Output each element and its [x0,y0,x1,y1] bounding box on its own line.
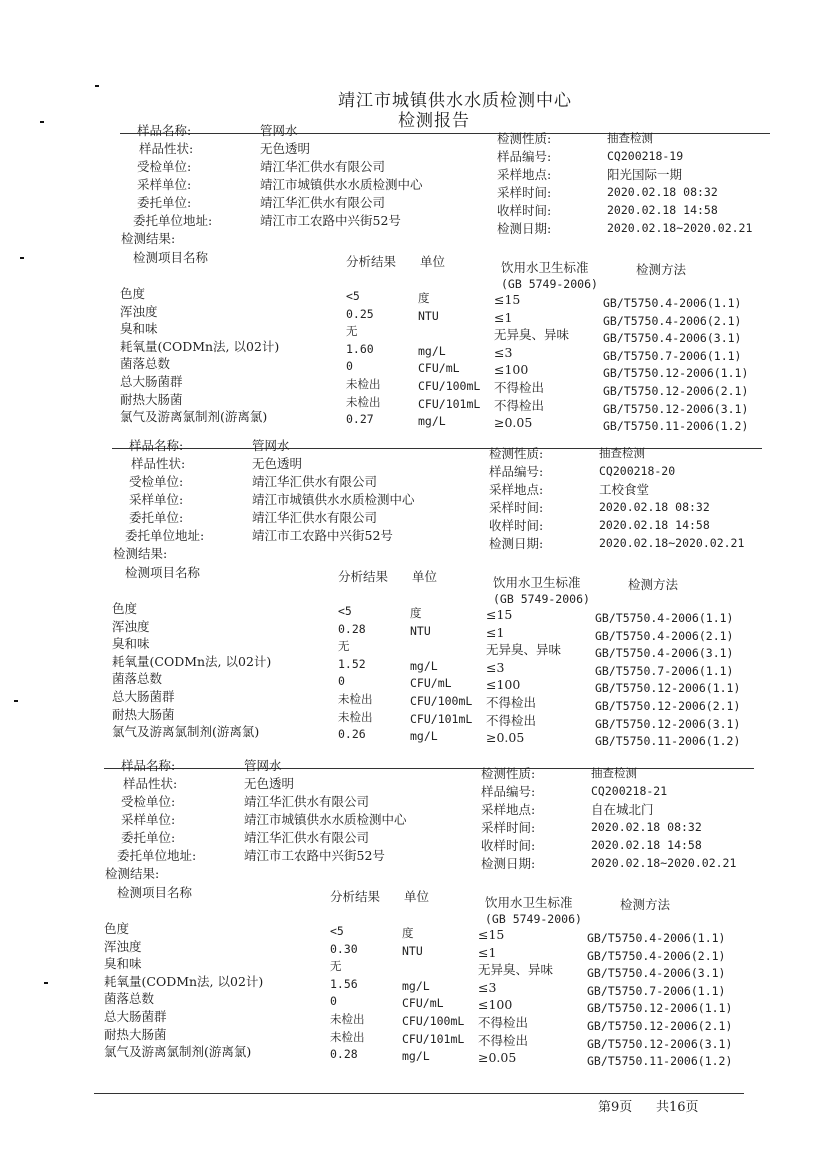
item-name: 色度 [120,286,146,301]
inspected-unit-value: 靖江华汇供水有限公司 [252,474,378,489]
item-method: GB/T5750.4-2006(3.1) [595,646,734,661]
item-method: GB/T5750.12-2006(3.1) [595,716,741,731]
item-method: GB/T5750.4-2006(2.1) [587,948,726,963]
label-sample-number: 样品编号: [481,784,536,799]
item-standard: ≤15 [494,292,521,307]
item-unit: mg/L [418,343,446,358]
sampling-unit-value: 靖江市城镇供水水质检测中心 [244,812,407,827]
column-standard: 饮用水卫生标准 [493,575,581,590]
sampling-location-value: 自在城北门 [591,802,654,817]
item-standard: 不得检出 [494,397,545,413]
sampling-location-value: 阳光国际一期 [607,167,683,182]
column-standard: 饮用水卫生标准 [501,260,589,275]
column-standard: 饮用水卫生标准 [485,895,573,910]
item-unit: NTU [402,943,423,958]
label-sample-name: 样品名称: [137,123,192,138]
item-unit: 度 [418,291,430,305]
item-result: 1.60 [346,341,374,356]
sample-name-value: 管网水 [244,758,282,773]
item-name: 耐热大肠菌 [112,706,175,722]
item-name: 耐热大肠菌 [104,1026,167,1042]
column-unit: 单位 [412,569,438,584]
item-method: GB/T5750.7-2006(1.1) [595,663,734,678]
label-inspected-unit: 受检单位: [129,474,184,489]
item-name: 耗氧量(CODMn法, 以02计) [112,653,272,669]
item-result: 未检出 [338,709,373,724]
label-receive-time: 收样时间: [489,518,544,533]
item-method: GB/T5750.11-2006(1.2) [587,1054,733,1069]
label-test-date: 检测日期: [497,221,552,236]
results-label: 检测结果: [105,866,160,881]
item-name: 浑浊度 [112,618,150,634]
column-item-name: 检测项目名称 [125,565,201,580]
test-nature-value: 抽查检测 [599,446,645,460]
item-method: GB/T5750.12-2006(2.1) [587,1019,733,1033]
item-result: <5 [338,604,352,618]
sampling-time-value: 2020.02.18 08:32 [591,820,702,834]
item-standard: 不得检出 [494,380,545,395]
report-title: 检测报告 [398,111,470,131]
item-name: 总大肠菌群 [120,374,183,389]
label-sample-name: 样品名称: [129,438,184,453]
test-date-value: 2020.02.18~2020.02.21 [607,221,753,235]
item-standard: ≤3 [486,659,505,675]
item-standard: 无异臭、异味 [478,962,554,978]
column-method: 检测方法 [628,577,679,592]
column-item-name: 检测项目名称 [133,250,209,265]
item-method: GB/T5750.12-2006(3.1) [587,1036,733,1051]
item-name: 菌落总数 [104,991,155,1007]
item-name: 臭和味 [104,956,142,972]
column-analysis-result: 分析结果 [338,569,389,584]
item-unit: CFU/100mL [418,379,481,393]
item-method: GB/T5750.12-2006(1.1) [587,1001,733,1016]
sample-number-value: CQ200218-19 [607,149,684,163]
item-unit: mg/L [410,658,438,673]
results-label: 检测结果: [113,546,168,561]
item-method: GB/T5750.12-2006(1.1) [595,681,741,696]
label-client-unit: 委托单位: [121,830,176,845]
label-receive-time: 收样时间: [497,203,552,218]
item-result: 无 [338,639,350,654]
item-unit: CFU/mL [402,996,444,1011]
sample-appearance-value: 无色透明 [260,141,311,156]
receive-time-value: 2020.02.18 14:58 [607,203,718,217]
client-unit-value: 靖江华汇供水有限公司 [252,510,378,525]
item-standard: ≥0.05 [478,1050,517,1066]
item-standard: ≥0.05 [494,415,533,431]
item-standard: 不得检出 [486,712,537,728]
block-rule [112,448,762,449]
item-name: 氯气及游离氯制剂(游离氯) [104,1044,252,1060]
item-standard: ≤100 [486,677,521,693]
item-standard: 无异臭、异味 [494,327,570,343]
sampling-unit-value: 靖江市城镇供水水质检测中心 [260,177,423,192]
scan-speck [95,85,99,87]
item-method: GB/T5750.4-2006(2.1) [595,628,734,643]
column-standard-code: (GB 5749-2006) [493,592,590,606]
label-sample-appearance: 样品性状: [139,141,194,156]
item-standard: 不得检出 [478,1015,529,1030]
item-unit: CFU/101mL [418,396,481,411]
item-unit: CFU/mL [418,361,460,376]
item-method: GB/T5750.4-2006(1.1) [603,296,742,310]
footer-rule [94,1093,744,1094]
label-test-nature: 检测性质: [481,766,536,781]
scan-speck [14,700,18,702]
label-client-address: 委托单位地址: [125,528,205,543]
label-sample-number: 样品编号: [497,149,552,164]
item-method: GB/T5750.4-2006(3.1) [587,966,726,981]
item-standard: ≤3 [478,979,497,995]
sample-appearance-value: 无色透明 [252,456,303,471]
item-name: 耗氧量(CODMn法, 以02计) [120,338,280,354]
item-name: 菌落总数 [120,356,171,372]
label-test-nature: 检测性质: [489,446,544,461]
item-unit: mg/L [402,1049,430,1064]
item-method: GB/T5750.11-2006(1.2) [603,419,749,434]
label-client-address: 委托单位地址: [117,848,197,863]
label-client-address: 委托单位地址: [133,213,213,228]
item-result: 无 [330,959,342,974]
item-unit: NTU [418,308,439,323]
label-inspected-unit: 受检单位: [121,794,176,809]
item-unit: CFU/101mL [410,711,473,726]
test-date-value: 2020.02.18~2020.02.21 [599,536,745,550]
item-method: GB/T5750.4-2006(1.1) [595,611,734,625]
client-address-value: 靖江市工农路中兴街52号 [252,528,393,543]
sample-name-value: 管网水 [252,438,290,453]
item-name: 氯气及游离氯制剂(游离氯) [120,409,268,425]
label-sampling-location: 采样地点: [481,802,536,817]
scan-speck [20,257,24,259]
item-method: GB/T5750.11-2006(1.2) [595,734,741,749]
scan-speck [40,121,44,123]
item-name: 总大肠菌群 [104,1009,167,1024]
item-unit: CFU/101mL [402,1031,465,1046]
test-nature-value: 抽查检测 [607,131,653,145]
label-test-nature: 检测性质: [497,131,552,146]
item-name: 总大肠菌群 [112,689,175,704]
item-name: 菌落总数 [112,671,163,687]
label-sampling-time: 采样时间: [489,500,544,515]
label-sampling-location: 采样地点: [497,167,552,182]
item-standard: ≤100 [494,362,529,378]
label-inspected-unit: 受检单位: [137,159,192,174]
item-result: 无 [346,324,358,339]
sampling-unit-value: 靖江市城镇供水水质检测中心 [252,492,415,507]
item-result: 0 [330,994,337,1009]
item-result: <5 [330,924,344,938]
item-method: GB/T5750.12-2006(2.1) [603,384,749,398]
block-rule [120,133,770,134]
inspected-unit-value: 靖江华汇供水有限公司 [244,794,370,809]
block-rule [104,768,754,769]
item-name: 浑浊度 [104,938,142,954]
item-unit: 度 [402,926,414,940]
label-test-date: 检测日期: [481,856,536,871]
client-unit-value: 靖江华汇供水有限公司 [244,830,370,845]
item-result: 0.28 [330,1047,358,1062]
receive-time-value: 2020.02.18 14:58 [599,518,710,532]
sample-name-value: 管网水 [260,123,298,138]
item-result: 未检出 [330,1029,365,1044]
column-method: 检测方法 [620,897,671,912]
item-name: 臭和味 [120,321,158,337]
label-client-unit: 委托单位: [137,195,192,210]
item-standard: 无异臭、异味 [486,642,562,658]
item-unit: CFU/mL [410,676,452,691]
sampling-time-value: 2020.02.18 08:32 [607,185,718,199]
item-standard: ≤3 [494,344,513,360]
item-method: GB/T5750.4-2006(2.1) [603,313,742,328]
item-unit: CFU/100mL [410,694,473,708]
item-unit: mg/L [410,729,438,744]
label-sampling-unit: 采样单位: [137,177,192,192]
sample-number-value: CQ200218-21 [591,784,668,798]
column-unit: 单位 [420,254,446,269]
item-method: GB/T5750.7-2006(1.1) [587,983,726,998]
item-result: 0 [346,359,353,374]
label-sample-appearance: 样品性状: [131,456,186,471]
label-test-date: 检测日期: [489,536,544,551]
label-sampling-location: 采样地点: [489,482,544,497]
item-result: 未检出 [346,377,381,391]
column-analysis-result: 分析结果 [346,254,397,269]
item-standard: ≤15 [478,927,505,942]
item-standard: ≤15 [486,607,513,622]
report-org-title: 靖江市城镇供水水质检测中心 [338,91,572,111]
item-name: 色度 [104,921,130,936]
item-result: 0.26 [338,727,366,742]
item-name: 臭和味 [112,636,150,652]
label-sample-number: 样品编号: [489,464,544,479]
item-standard: ≤1 [478,944,497,960]
item-standard: 不得检出 [486,695,537,710]
sample-appearance-value: 无色透明 [244,776,295,791]
label-sample-name: 样品名称: [121,758,176,773]
client-address-value: 靖江市工农路中兴街52号 [244,848,385,863]
item-standard: ≤100 [478,997,513,1013]
column-standard-code: (GB 5749-2006) [485,912,582,926]
receive-time-value: 2020.02.18 14:58 [591,838,702,852]
item-name: 耐热大肠菌 [120,391,183,407]
item-unit: mg/L [402,978,430,993]
item-standard: ≥0.05 [486,730,525,746]
label-client-unit: 委托单位: [129,510,184,525]
label-sampling-unit: 采样单位: [129,492,184,507]
item-result: 0.27 [346,412,374,427]
test-nature-value: 抽查检测 [591,766,637,780]
item-method: GB/T5750.4-2006(3.1) [603,331,742,346]
column-analysis-result: 分析结果 [330,889,381,904]
label-sampling-unit: 采样单位: [121,812,176,827]
item-method: GB/T5750.4-2006(1.1) [587,931,726,945]
item-result: 1.52 [338,656,366,671]
item-result: 0.28 [338,621,366,636]
sampling-location-value: 工校食堂 [599,482,650,497]
item-name: 氯气及游离氯制剂(游离氯) [112,724,260,740]
item-result: 未检出 [346,394,381,409]
client-address-value: 靖江市工农路中兴街52号 [260,213,401,228]
item-name: 浑浊度 [120,303,158,319]
inspected-unit-value: 靖江华汇供水有限公司 [260,159,386,174]
item-result: 0.30 [330,941,358,956]
column-standard-code: (GB 5749-2006) [501,277,598,291]
label-receive-time: 收样时间: [481,838,536,853]
item-standard: ≤1 [494,309,513,325]
column-item-name: 检测项目名称 [117,885,193,900]
label-sample-appearance: 样品性状: [123,776,178,791]
item-unit: mg/L [418,414,446,429]
item-method: GB/T5750.12-2006(3.1) [603,401,749,416]
item-name: 色度 [112,601,138,616]
item-result: 未检出 [330,1012,365,1026]
column-unit: 单位 [404,889,430,904]
item-result: 1.56 [330,976,358,991]
item-result: 0.25 [346,306,374,321]
scan-speck [44,982,48,984]
sampling-time-value: 2020.02.18 08:32 [599,500,710,514]
label-sampling-time: 采样时间: [497,185,552,200]
item-unit: NTU [410,623,431,638]
page-total: 共16页 [656,1100,699,1115]
item-result: <5 [346,289,360,303]
item-result: 0 [338,674,345,689]
label-sampling-time: 采样时间: [481,820,536,835]
client-unit-value: 靖江华汇供水有限公司 [260,195,386,210]
item-method: GB/T5750.7-2006(1.1) [603,348,742,363]
page-number: 第9页 [598,1100,633,1115]
item-unit: 度 [410,606,422,620]
item-name: 耗氧量(CODMn法, 以02计) [104,973,264,989]
item-unit: CFU/100mL [402,1014,465,1028]
item-standard: ≤1 [486,624,505,640]
test-date-value: 2020.02.18~2020.02.21 [591,856,737,870]
item-method: GB/T5750.12-2006(1.1) [603,366,749,381]
column-method: 检测方法 [636,262,687,277]
sample-number-value: CQ200218-20 [599,464,676,478]
item-method: GB/T5750.12-2006(2.1) [595,699,741,713]
item-result: 未检出 [338,692,373,706]
item-standard: 不得检出 [478,1032,529,1048]
results-label: 检测结果: [121,231,176,246]
